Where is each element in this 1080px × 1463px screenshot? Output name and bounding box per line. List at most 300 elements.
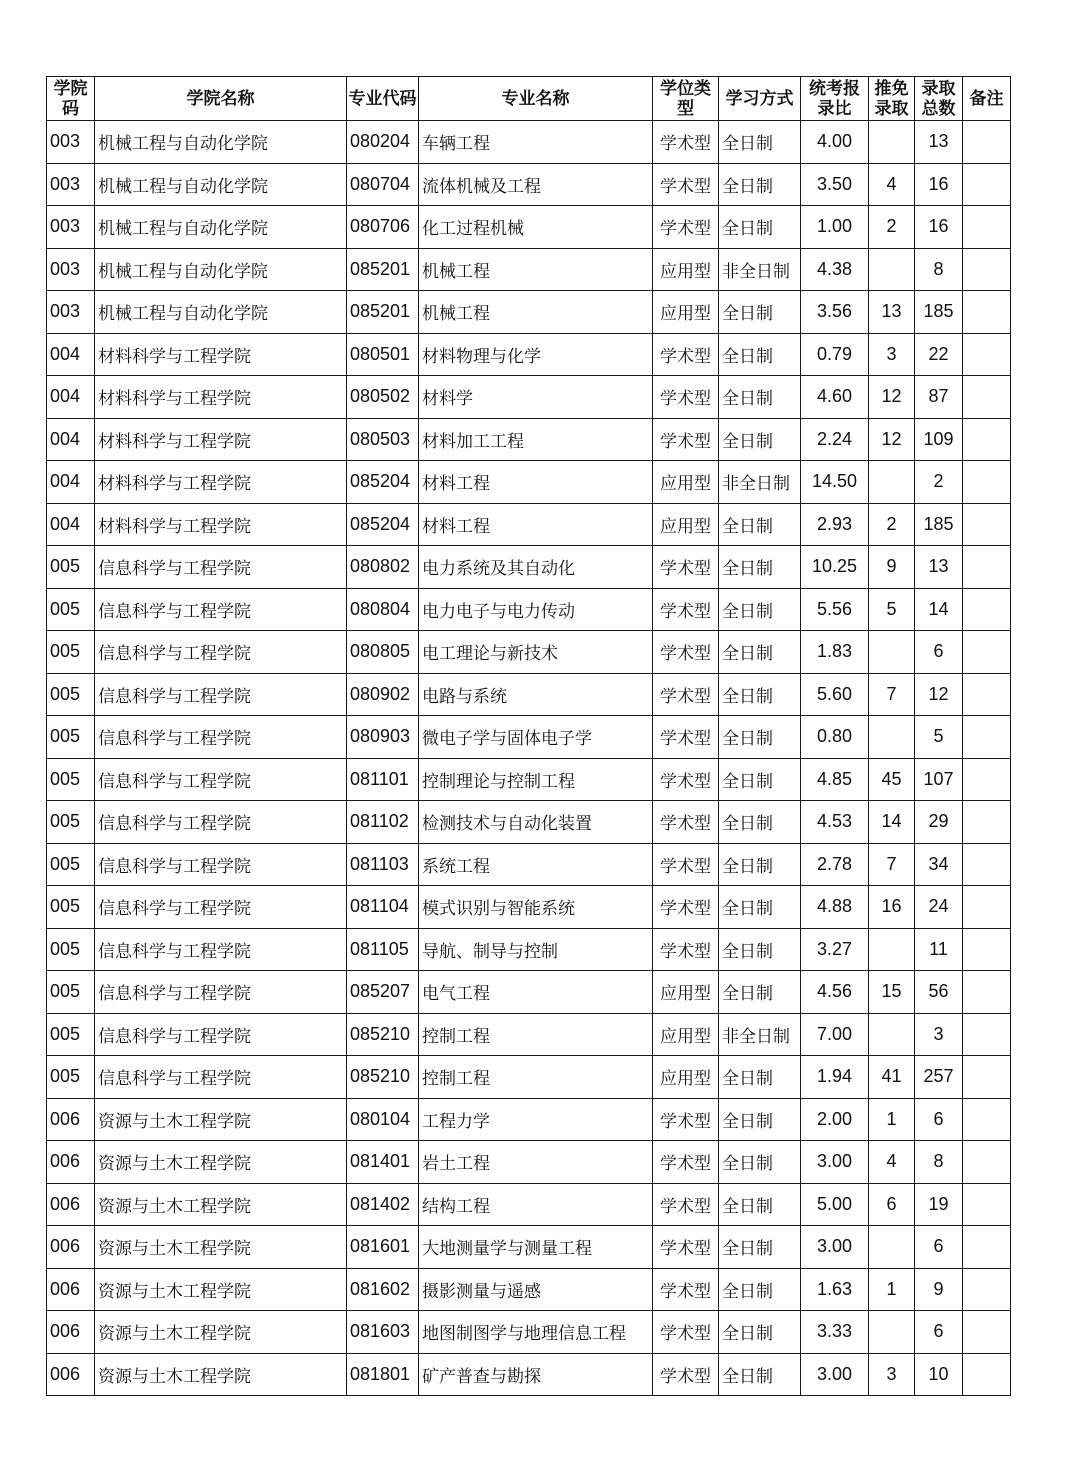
ratio-cell: 3.27 (801, 928, 869, 971)
major-name-cell: 电工理论与新技术 (419, 631, 653, 674)
remark-cell (963, 843, 1011, 886)
study-mode-cell: 全日制 (719, 886, 801, 929)
table-row (47, 928, 1011, 971)
major-name-cell: 材料物理与化学 (419, 333, 653, 376)
remark-cell (963, 886, 1011, 929)
total-cell: 29 (915, 801, 963, 844)
major-code-cell: 081402 (347, 1183, 419, 1226)
total-cell: 19 (915, 1183, 963, 1226)
major-name-cell: 矿产普查与勘探 (419, 1353, 653, 1396)
header-row (47, 77, 1011, 121)
major-name-cell: 导航、制导与控制 (419, 928, 653, 971)
study-mode-cell: 全日制 (719, 418, 801, 461)
college-code-cell: 005 (47, 1013, 95, 1056)
total-cell: 6 (915, 1311, 963, 1354)
total-cell: 12 (915, 673, 963, 716)
recommend-cell: 13 (869, 291, 915, 334)
major-code-cell: 080204 (347, 121, 419, 164)
degree-type-cell: 应用型 (653, 971, 719, 1014)
ratio-cell: 4.53 (801, 801, 869, 844)
recommend-cell: 4 (869, 163, 915, 206)
major-code-cell: 085204 (347, 503, 419, 546)
college-code-cell: 004 (47, 376, 95, 419)
degree-type-cell: 学术型 (653, 1183, 719, 1226)
major-name-cell: 机械工程 (419, 248, 653, 291)
total-cell: 6 (915, 1226, 963, 1269)
ratio-cell: 3.00 (801, 1226, 869, 1269)
study-mode-cell: 全日制 (719, 1311, 801, 1354)
study-mode-cell: 全日制 (719, 1226, 801, 1269)
degree-type-cell: 学术型 (653, 801, 719, 844)
header-cell: 统考报录比 (801, 77, 869, 121)
header-cell: 学院码 (47, 77, 95, 121)
table-row (47, 716, 1011, 759)
remark-cell (963, 418, 1011, 461)
major-code-cell: 080503 (347, 418, 419, 461)
remark-cell (963, 546, 1011, 589)
table-row (47, 333, 1011, 376)
table-row (47, 206, 1011, 249)
remark-cell (963, 1056, 1011, 1099)
major-code-cell: 080805 (347, 631, 419, 674)
major-name-cell: 控制理论与控制工程 (419, 758, 653, 801)
ratio-cell: 4.38 (801, 248, 869, 291)
remark-cell (963, 163, 1011, 206)
remark-cell (963, 333, 1011, 376)
recommend-cell: 3 (869, 1353, 915, 1396)
recommend-cell: 2 (869, 503, 915, 546)
total-cell: 9 (915, 1268, 963, 1311)
degree-type-cell: 学术型 (653, 1268, 719, 1311)
total-cell: 6 (915, 1098, 963, 1141)
college-name-cell: 信息科学与工程学院 (95, 546, 347, 589)
major-name-cell: 车辆工程 (419, 121, 653, 164)
degree-type-cell: 学术型 (653, 1141, 719, 1184)
major-name-cell: 材料工程 (419, 503, 653, 546)
major-code-cell: 081603 (347, 1311, 419, 1354)
ratio-cell: 4.56 (801, 971, 869, 1014)
table-row (47, 163, 1011, 206)
college-name-cell: 资源与土木工程学院 (95, 1183, 347, 1226)
major-name-cell: 电力电子与电力传动 (419, 588, 653, 631)
college-code-cell: 005 (47, 971, 95, 1014)
remark-cell (963, 1353, 1011, 1396)
degree-type-cell: 学术型 (653, 546, 719, 589)
major-code-cell: 085210 (347, 1056, 419, 1099)
ratio-cell: 0.79 (801, 333, 869, 376)
college-name-cell: 资源与土木工程学院 (95, 1226, 347, 1269)
ratio-cell: 1.94 (801, 1056, 869, 1099)
remark-cell (963, 376, 1011, 419)
remark-cell (963, 121, 1011, 164)
remark-cell (963, 1311, 1011, 1354)
degree-type-cell: 学术型 (653, 163, 719, 206)
major-code-cell: 080501 (347, 333, 419, 376)
major-code-cell: 080902 (347, 673, 419, 716)
degree-type-cell: 应用型 (653, 1056, 719, 1099)
ratio-cell: 3.50 (801, 163, 869, 206)
recommend-cell: 7 (869, 673, 915, 716)
college-name-cell: 机械工程与自动化学院 (95, 206, 347, 249)
recommend-cell: 5 (869, 588, 915, 631)
table-row (47, 673, 1011, 716)
ratio-cell: 4.00 (801, 121, 869, 164)
major-name-cell: 材料加工工程 (419, 418, 653, 461)
recommend-cell (869, 1311, 915, 1354)
ratio-cell: 4.60 (801, 376, 869, 419)
major-code-cell: 080704 (347, 163, 419, 206)
college-code-cell: 004 (47, 461, 95, 504)
recommend-cell: 12 (869, 418, 915, 461)
college-code-cell: 005 (47, 716, 95, 759)
table-row (47, 1098, 1011, 1141)
major-code-cell: 081103 (347, 843, 419, 886)
college-name-cell: 信息科学与工程学院 (95, 1056, 347, 1099)
recommend-cell: 2 (869, 206, 915, 249)
degree-type-cell: 应用型 (653, 291, 719, 334)
major-code-cell: 081104 (347, 886, 419, 929)
college-name-cell: 信息科学与工程学院 (95, 631, 347, 674)
recommend-cell (869, 716, 915, 759)
table-row (47, 418, 1011, 461)
college-code-cell: 005 (47, 801, 95, 844)
major-name-cell: 材料工程 (419, 461, 653, 504)
remark-cell (963, 971, 1011, 1014)
major-code-cell: 080802 (347, 546, 419, 589)
major-code-cell: 080804 (347, 588, 419, 631)
study-mode-cell: 全日制 (719, 376, 801, 419)
college-code-cell: 005 (47, 928, 95, 971)
degree-type-cell: 学术型 (653, 1311, 719, 1354)
total-cell: 16 (915, 163, 963, 206)
ratio-cell: 5.56 (801, 588, 869, 631)
table-row (47, 376, 1011, 419)
college-name-cell: 信息科学与工程学院 (95, 758, 347, 801)
remark-cell (963, 1268, 1011, 1311)
study-mode-cell: 全日制 (719, 971, 801, 1014)
total-cell: 257 (915, 1056, 963, 1099)
header-cell: 录取总数 (915, 77, 963, 121)
study-mode-cell: 全日制 (719, 1268, 801, 1311)
study-mode-cell: 全日制 (719, 631, 801, 674)
college-name-cell: 信息科学与工程学院 (95, 971, 347, 1014)
college-code-cell: 006 (47, 1098, 95, 1141)
total-cell: 8 (915, 248, 963, 291)
degree-type-cell: 应用型 (653, 1013, 719, 1056)
ratio-cell: 3.00 (801, 1141, 869, 1184)
total-cell: 3 (915, 1013, 963, 1056)
recommend-cell: 12 (869, 376, 915, 419)
table-row (47, 503, 1011, 546)
ratio-cell: 10.25 (801, 546, 869, 589)
degree-type-cell: 学术型 (653, 673, 719, 716)
major-name-cell: 摄影测量与遥感 (419, 1268, 653, 1311)
major-code-cell: 081801 (347, 1353, 419, 1396)
table-row (47, 801, 1011, 844)
major-name-cell: 系统工程 (419, 843, 653, 886)
college-code-cell: 005 (47, 546, 95, 589)
study-mode-cell: 全日制 (719, 206, 801, 249)
major-code-cell: 085201 (347, 291, 419, 334)
major-code-cell: 080502 (347, 376, 419, 419)
college-code-cell: 003 (47, 163, 95, 206)
ratio-cell: 1.83 (801, 631, 869, 674)
college-name-cell: 信息科学与工程学院 (95, 588, 347, 631)
header-cell: 专业代码 (347, 77, 419, 121)
study-mode-cell: 全日制 (719, 801, 801, 844)
table-row (47, 1311, 1011, 1354)
total-cell: 87 (915, 376, 963, 419)
remark-cell (963, 461, 1011, 504)
recommend-cell: 3 (869, 333, 915, 376)
table-body (47, 121, 1011, 1396)
table-row (47, 758, 1011, 801)
recommend-cell (869, 1226, 915, 1269)
major-code-cell: 085201 (347, 248, 419, 291)
degree-type-cell: 学术型 (653, 376, 719, 419)
college-name-cell: 信息科学与工程学院 (95, 716, 347, 759)
college-code-cell: 005 (47, 886, 95, 929)
recommend-cell (869, 461, 915, 504)
major-code-cell: 080706 (347, 206, 419, 249)
study-mode-cell: 全日制 (719, 546, 801, 589)
major-code-cell: 081401 (347, 1141, 419, 1184)
degree-type-cell: 学术型 (653, 1226, 719, 1269)
study-mode-cell: 全日制 (719, 1353, 801, 1396)
college-name-cell: 信息科学与工程学院 (95, 843, 347, 886)
ratio-cell: 1.00 (801, 206, 869, 249)
college-code-cell: 004 (47, 503, 95, 546)
college-code-cell: 005 (47, 673, 95, 716)
major-code-cell: 080104 (347, 1098, 419, 1141)
header-cell: 备注 (963, 77, 1011, 121)
table-row (47, 461, 1011, 504)
table-row (47, 546, 1011, 589)
college-name-cell: 材料科学与工程学院 (95, 461, 347, 504)
remark-cell (963, 291, 1011, 334)
ratio-cell: 2.24 (801, 418, 869, 461)
recommend-cell: 4 (869, 1141, 915, 1184)
study-mode-cell: 非全日制 (719, 1013, 801, 1056)
college-name-cell: 信息科学与工程学院 (95, 1013, 347, 1056)
major-name-cell: 流体机械及工程 (419, 163, 653, 206)
total-cell: 10 (915, 1353, 963, 1396)
college-code-cell: 005 (47, 758, 95, 801)
admissions-table (46, 76, 1011, 1396)
college-code-cell: 006 (47, 1226, 95, 1269)
remark-cell (963, 248, 1011, 291)
degree-type-cell: 学术型 (653, 928, 719, 971)
major-name-cell: 控制工程 (419, 1013, 653, 1056)
ratio-cell: 2.00 (801, 1098, 869, 1141)
college-name-cell: 信息科学与工程学院 (95, 801, 347, 844)
college-code-cell: 005 (47, 631, 95, 674)
college-name-cell: 材料科学与工程学院 (95, 503, 347, 546)
ratio-cell: 3.00 (801, 1353, 869, 1396)
study-mode-cell: 全日制 (719, 1141, 801, 1184)
college-name-cell: 机械工程与自动化学院 (95, 121, 347, 164)
study-mode-cell: 全日制 (719, 1183, 801, 1226)
remark-cell (963, 673, 1011, 716)
college-name-cell: 资源与土木工程学院 (95, 1141, 347, 1184)
study-mode-cell: 全日制 (719, 928, 801, 971)
recommend-cell (869, 631, 915, 674)
recommend-cell (869, 1013, 915, 1056)
total-cell: 16 (915, 206, 963, 249)
college-name-cell: 材料科学与工程学院 (95, 376, 347, 419)
study-mode-cell: 全日制 (719, 758, 801, 801)
total-cell: 14 (915, 588, 963, 631)
college-name-cell: 机械工程与自动化学院 (95, 291, 347, 334)
table-row (47, 1013, 1011, 1056)
college-name-cell: 资源与土木工程学院 (95, 1268, 347, 1311)
header-cell: 学院名称 (95, 77, 347, 121)
ratio-cell: 4.88 (801, 886, 869, 929)
recommend-cell: 14 (869, 801, 915, 844)
recommend-cell: 6 (869, 1183, 915, 1226)
recommend-cell: 7 (869, 843, 915, 886)
ratio-cell: 1.63 (801, 1268, 869, 1311)
major-name-cell: 机械工程 (419, 291, 653, 334)
table-row (47, 886, 1011, 929)
college-name-cell: 资源与土木工程学院 (95, 1353, 347, 1396)
total-cell: 109 (915, 418, 963, 461)
header-cell: 学位类型 (653, 77, 719, 121)
degree-type-cell: 学术型 (653, 1098, 719, 1141)
major-code-cell: 081101 (347, 758, 419, 801)
header-cell: 学习方式 (719, 77, 801, 121)
study-mode-cell: 全日制 (719, 503, 801, 546)
college-code-cell: 003 (47, 206, 95, 249)
major-code-cell: 081102 (347, 801, 419, 844)
remark-cell (963, 801, 1011, 844)
major-code-cell: 081602 (347, 1268, 419, 1311)
major-name-cell: 微电子学与固体电子学 (419, 716, 653, 759)
table-row (47, 843, 1011, 886)
major-name-cell: 检测技术与自动化装置 (419, 801, 653, 844)
recommend-cell (869, 121, 915, 164)
degree-type-cell: 学术型 (653, 333, 719, 376)
college-code-cell: 006 (47, 1141, 95, 1184)
college-code-cell: 005 (47, 1056, 95, 1099)
table-row (47, 1353, 1011, 1396)
college-code-cell: 005 (47, 588, 95, 631)
total-cell: 56 (915, 971, 963, 1014)
college-code-cell: 003 (47, 248, 95, 291)
ratio-cell: 2.93 (801, 503, 869, 546)
total-cell: 8 (915, 1141, 963, 1184)
remark-cell (963, 631, 1011, 674)
total-cell: 6 (915, 631, 963, 674)
remark-cell (963, 503, 1011, 546)
degree-type-cell: 学术型 (653, 716, 719, 759)
ratio-cell: 2.78 (801, 843, 869, 886)
remark-cell (963, 1013, 1011, 1056)
total-cell: 2 (915, 461, 963, 504)
remark-cell (963, 928, 1011, 971)
remark-cell (963, 1098, 1011, 1141)
ratio-cell: 7.00 (801, 1013, 869, 1056)
college-code-cell: 006 (47, 1311, 95, 1354)
total-cell: 185 (915, 291, 963, 334)
degree-type-cell: 学术型 (653, 631, 719, 674)
table-row (47, 248, 1011, 291)
total-cell: 5 (915, 716, 963, 759)
college-code-cell: 006 (47, 1268, 95, 1311)
degree-type-cell: 应用型 (653, 248, 719, 291)
college-code-cell: 004 (47, 418, 95, 461)
major-code-cell: 085210 (347, 1013, 419, 1056)
table-row (47, 291, 1011, 334)
recommend-cell: 9 (869, 546, 915, 589)
major-name-cell: 地图制图学与地理信息工程 (419, 1311, 653, 1354)
major-name-cell: 结构工程 (419, 1183, 653, 1226)
degree-type-cell: 学术型 (653, 886, 719, 929)
total-cell: 107 (915, 758, 963, 801)
degree-type-cell: 学术型 (653, 206, 719, 249)
study-mode-cell: 全日制 (719, 588, 801, 631)
major-code-cell: 085207 (347, 971, 419, 1014)
college-code-cell: 004 (47, 333, 95, 376)
major-name-cell: 材料学 (419, 376, 653, 419)
college-name-cell: 信息科学与工程学院 (95, 928, 347, 971)
degree-type-cell: 应用型 (653, 461, 719, 504)
ratio-cell: 14.50 (801, 461, 869, 504)
recommend-cell: 1 (869, 1268, 915, 1311)
college-code-cell: 006 (47, 1183, 95, 1226)
study-mode-cell: 全日制 (719, 333, 801, 376)
study-mode-cell: 全日制 (719, 1056, 801, 1099)
total-cell: 22 (915, 333, 963, 376)
header-cell: 推免录取 (869, 77, 915, 121)
recommend-cell: 16 (869, 886, 915, 929)
college-code-cell: 003 (47, 121, 95, 164)
study-mode-cell: 全日制 (719, 843, 801, 886)
major-name-cell: 岩土工程 (419, 1141, 653, 1184)
degree-type-cell: 学术型 (653, 1353, 719, 1396)
recommend-cell: 15 (869, 971, 915, 1014)
table-row (47, 121, 1011, 164)
total-cell: 13 (915, 546, 963, 589)
college-name-cell: 材料科学与工程学院 (95, 418, 347, 461)
table-row (47, 631, 1011, 674)
degree-type-cell: 学术型 (653, 121, 719, 164)
total-cell: 24 (915, 886, 963, 929)
ratio-cell: 5.60 (801, 673, 869, 716)
recommend-cell: 41 (869, 1056, 915, 1099)
major-name-cell: 电气工程 (419, 971, 653, 1014)
remark-cell (963, 716, 1011, 759)
ratio-cell: 3.56 (801, 291, 869, 334)
major-code-cell: 081105 (347, 928, 419, 971)
major-name-cell: 模式识别与智能系统 (419, 886, 653, 929)
college-name-cell: 资源与土木工程学院 (95, 1098, 347, 1141)
total-cell: 11 (915, 928, 963, 971)
study-mode-cell: 非全日制 (719, 461, 801, 504)
recommend-cell: 45 (869, 758, 915, 801)
remark-cell (963, 1226, 1011, 1269)
major-name-cell: 控制工程 (419, 1056, 653, 1099)
table-row (47, 1183, 1011, 1226)
major-name-cell: 化工过程机械 (419, 206, 653, 249)
recommend-cell: 1 (869, 1098, 915, 1141)
remark-cell (963, 1183, 1011, 1226)
total-cell: 34 (915, 843, 963, 886)
college-name-cell: 信息科学与工程学院 (95, 673, 347, 716)
table-row (47, 971, 1011, 1014)
study-mode-cell: 全日制 (719, 163, 801, 206)
table-row (47, 1056, 1011, 1099)
